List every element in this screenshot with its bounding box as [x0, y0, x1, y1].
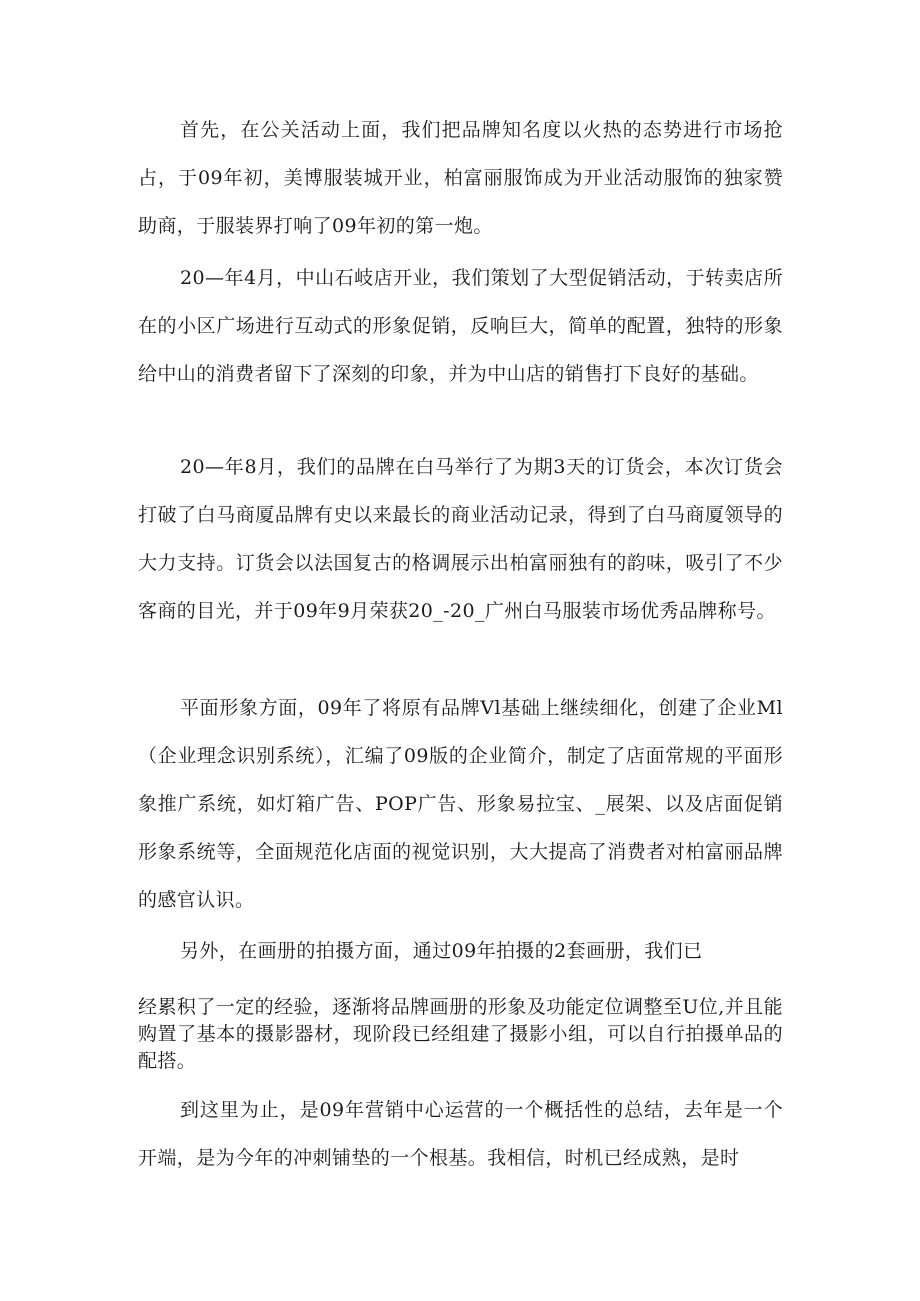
paragraph-photo-album-rest: 经累积了一定的经验，逐渐将品牌画册的形象及功能定位调整至U位,并且能购置了基本的摄影器材，现阶段已经组建了摄影小组，可以自行拍摄单品的配搭。	[138, 996, 783, 1072]
paragraph-zhongshan-store: 20—年4月，中山石岐店开业，我们策划了大型促销活动，于转卖店所在的小区广场进行互动式的形象促销，反响巨大，简单的配置，独特的形象给中山的消费者留下了深刻的印象，并为中山店的销售打下良好的基础。	[138, 267, 783, 385]
paragraph-photo-album-lead: 另外，在画册的拍摄方面，通过09年拍摄的2套画册，我们已	[180, 940, 703, 962]
paragraph-pr-activities: 首先，在公关活动上面，我们把品牌知名度以火热的态势进行市场抢占，于09年初，美博服装城开业，柏富丽服饰成为开业活动服饰的独家赞助商，于服装界打响了09年初的第一炮。	[138, 119, 783, 237]
paragraph-summary: 到这里为止，是09年营销中心运营的一个概括性的总结，去年是一个开端，是为今年的冲刺铺垫的一个根基。我相信，时机已经成熟，是时	[138, 1099, 783, 1169]
paragraph-visual-identity: 平面形象方面，09年了将原有品牌Vl基础上继续细化，创建了企业Ml（企业理念识别系统），汇编了09版的企业简介，制定了店面常规的平面形象推广系统，如灯箱广告、POP广告、形象易拉宝、_展架、以及店面促销形象系统等，全面规范化店面的视觉识别，大大提高了消费者对柏富丽品牌的感官认识。	[138, 697, 783, 911]
paragraph-order-fair: 20—年8月，我们的品牌在白马举行了为期3天的订货会，本次订货会打破了白马商厦品牌有史以来最长的商业活动记录，得到了白马商厦领导的大力支持。订货会以法国复古的格调展示出柏富丽独有的韵味，吸引了不少客商的目光，并于09年9月荣获20_-20_广州白马服装市场优秀品牌称号。	[138, 456, 783, 622]
